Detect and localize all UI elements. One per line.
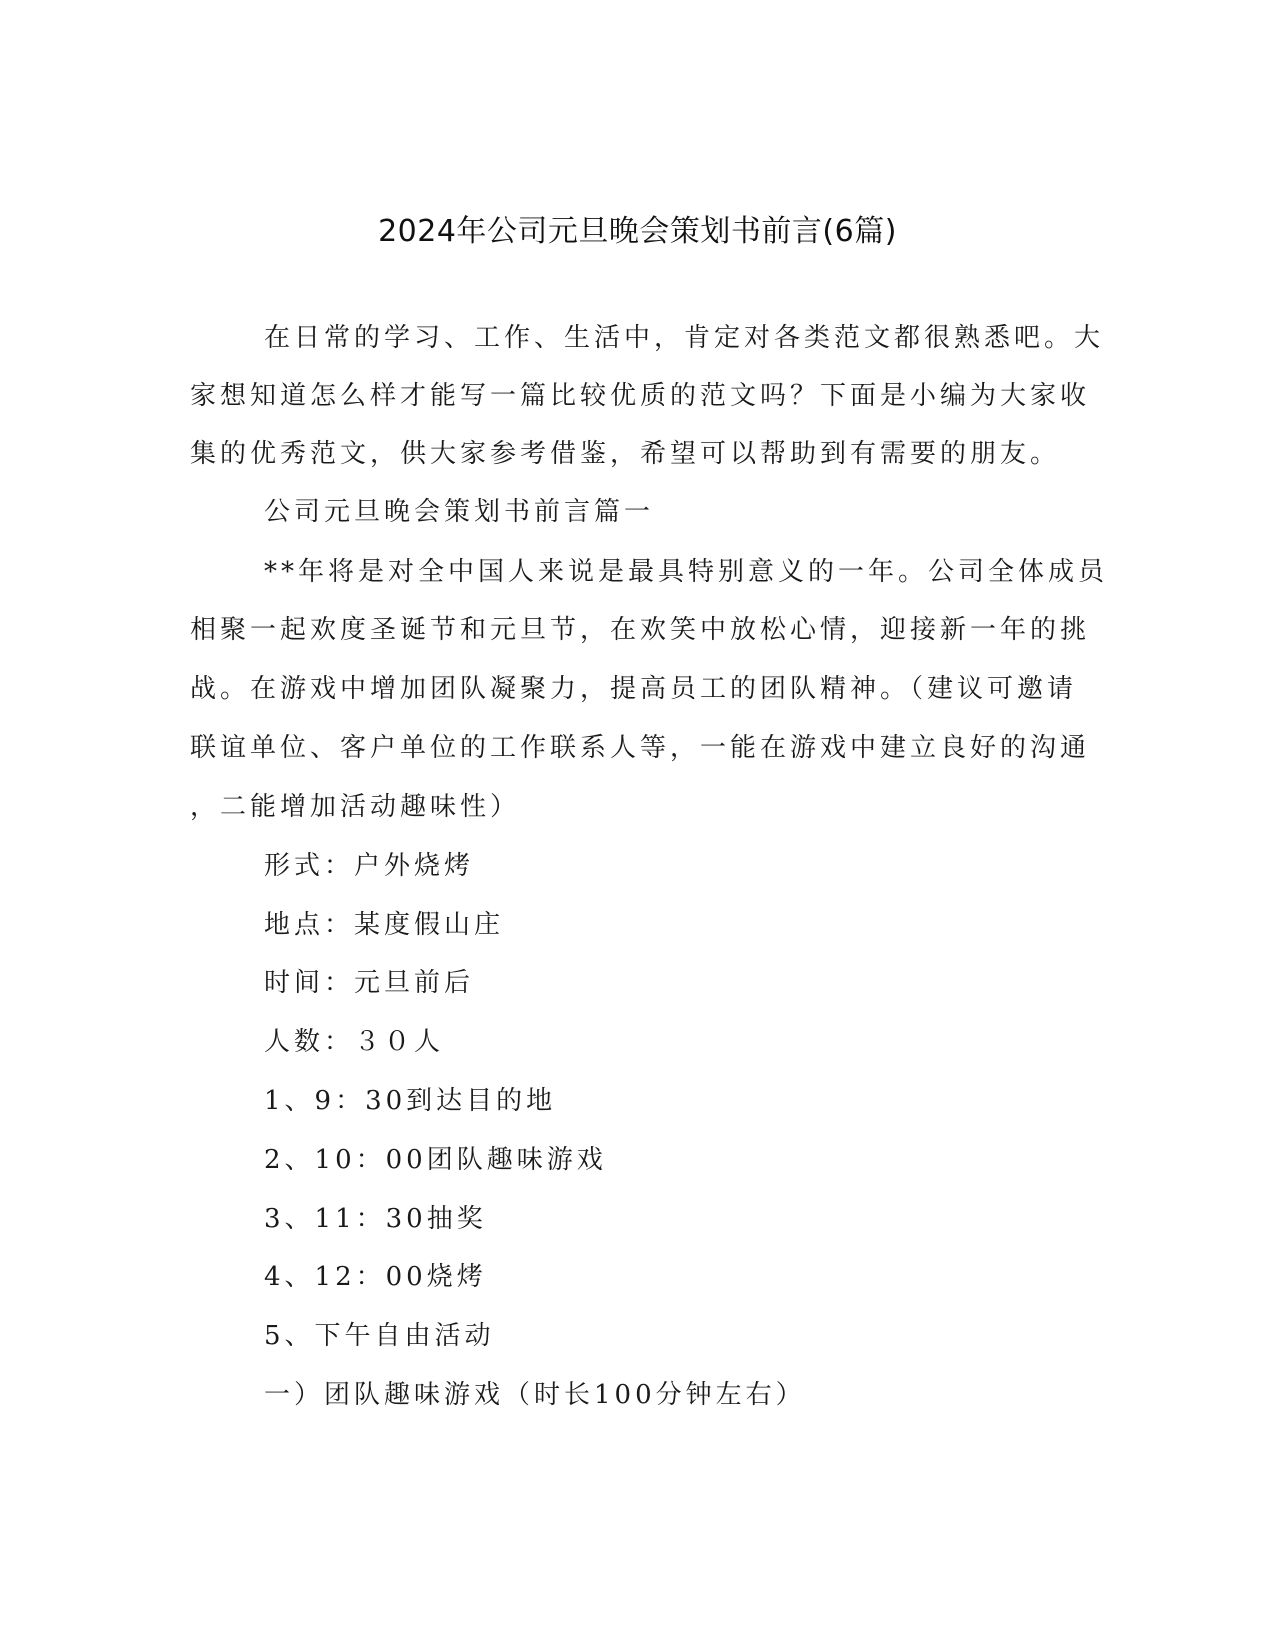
body-line-4: 联谊单位、客户单位的工作联系人等，一能在游戏中建立良好的沟通 xyxy=(190,733,1091,763)
detail-form: 形式：户外烧烤 xyxy=(264,851,475,881)
body-line-3: 战。在游戏中增加团队凝聚力，提高员工的团队精神。（建议可邀请 xyxy=(190,674,1078,704)
subheading-games: 一）团队趣味游戏（时长100分钟左右） xyxy=(264,1380,806,1410)
schedule-item-1: 1、9：30到达目的地 xyxy=(264,1086,557,1116)
intro-line-1: 在日常的学习、工作、生活中，肯定对各类范文都很熟悉吧。大 xyxy=(264,323,1105,353)
intro-line-2: 家想知道怎么样才能写一篇比较优质的范文吗？下面是小编为大家收 xyxy=(190,381,1091,411)
intro-line-3: 集的优秀范文，供大家参考借鉴，希望可以帮助到有需要的朋友。 xyxy=(190,439,1061,469)
document-title: 2024年公司元旦晚会策划书前言(6篇) xyxy=(378,214,897,249)
section-heading: 公司元旦晚会策划书前言篇一 xyxy=(264,497,655,527)
body-line-1: **年将是对全中国人来说是最具特别意义的一年。公司全体成员 xyxy=(264,557,1109,587)
schedule-item-2: 2、10：00团队趣味游戏 xyxy=(264,1145,607,1175)
schedule-item-3: 3、11：30抽奖 xyxy=(264,1204,487,1234)
schedule-item-5: 5、下午自由活动 xyxy=(264,1321,495,1351)
schedule-item-4: 4、12：00烧烤 xyxy=(264,1262,487,1292)
detail-place: 地点：某度假山庄 xyxy=(264,910,505,940)
body-line-5: ，二能增加活动趣味性） xyxy=(190,792,521,822)
detail-time: 时间：元旦前后 xyxy=(264,968,475,998)
body-line-2: 相聚一起欢度圣诞节和元旦节，在欢笑中放松心情，迎接新一年的挑 xyxy=(190,615,1091,645)
detail-people: 人数：３０人 xyxy=(264,1027,445,1057)
